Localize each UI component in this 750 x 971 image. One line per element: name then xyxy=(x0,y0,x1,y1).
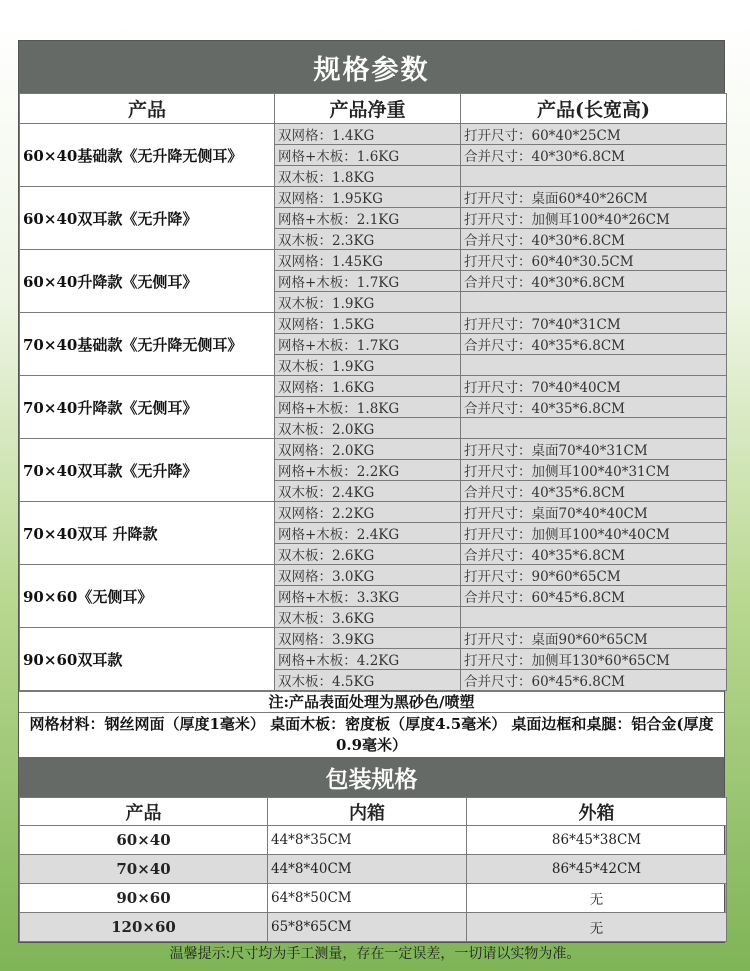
dimension-cell xyxy=(461,292,727,313)
weight-cell: 双网格：1.5KG xyxy=(275,313,461,334)
product-name: 70×40升降款《无侧耳》 xyxy=(20,376,275,439)
weight-cell: 双网格：3.0KG xyxy=(275,565,461,586)
dimension-cell: 打开尺寸：加侧耳100*40*26CM xyxy=(461,208,727,229)
spec-row xyxy=(20,124,727,145)
spec-sheet xyxy=(18,40,725,943)
product-name: 70×40双耳 升降款 xyxy=(20,502,275,565)
dimension-cell: 合并尺寸：40*30*6.8CM xyxy=(461,271,727,292)
weight-cell: 双网格：2.0KG xyxy=(275,439,461,460)
spec-row xyxy=(20,250,727,271)
weight-cell: 网格+木板：2.1KG xyxy=(275,208,461,229)
product-name: 60×40基础款《无升降无侧耳》 xyxy=(20,124,275,187)
weight-cell: 网格+木板：4.2KG xyxy=(275,649,461,670)
packing-outer: 86*45*42CM xyxy=(467,855,727,884)
packing-header-outer: 外箱 xyxy=(467,798,727,826)
weight-cell: 双木板：1.8KG xyxy=(275,166,461,187)
weight-cell: 网格+木板：3.3KG xyxy=(275,586,461,607)
packing-inner: 44*8*40CM xyxy=(268,855,467,884)
weight-cell: 双木板：2.6KG xyxy=(275,544,461,565)
dimension-cell: 打开尺寸：加侧耳100*40*31CM xyxy=(461,460,727,481)
packing-header-product: 产品 xyxy=(20,798,268,826)
packing-product: 120×60 xyxy=(20,913,268,942)
dimension-cell: 合并尺寸：40*35*6.8CM xyxy=(461,334,727,355)
packing-title: 包装规格 xyxy=(19,757,724,797)
spec-row xyxy=(20,439,727,460)
packing-table xyxy=(19,797,727,942)
weight-cell: 双网格：3.9KG xyxy=(275,628,461,649)
packing-outer: 无 xyxy=(467,884,727,913)
product-name: 70×40双耳款《无升降》 xyxy=(20,439,275,502)
weight-cell: 双网格：1.4KG xyxy=(275,124,461,145)
packing-row xyxy=(20,913,727,942)
packing-inner: 64*8*50CM xyxy=(268,884,467,913)
weight-cell: 网格+木板：1.8KG xyxy=(275,397,461,418)
dimension-cell xyxy=(461,607,727,628)
weight-cell: 双网格：1.6KG xyxy=(275,376,461,397)
weight-cell: 双木板：2.4KG xyxy=(275,481,461,502)
spec-row xyxy=(20,376,727,397)
weight-cell: 网格+木板：1.6KG xyxy=(275,145,461,166)
dimension-cell: 合并尺寸：60*45*6.8CM xyxy=(461,586,727,607)
dimension-cell: 打开尺寸：加侧耳130*60*65CM xyxy=(461,649,727,670)
spec-header-row xyxy=(20,94,727,124)
packing-row xyxy=(20,884,727,913)
weight-cell: 双木板：1.9KG xyxy=(275,292,461,313)
header-product: 产品 xyxy=(20,94,275,124)
weight-cell: 双木板：2.3KG xyxy=(275,229,461,250)
packing-product: 70×40 xyxy=(20,855,268,884)
dimension-cell xyxy=(461,418,727,439)
product-name: 60×40双耳款《无升降》 xyxy=(20,187,275,250)
weight-cell: 双木板：2.0KG xyxy=(275,418,461,439)
header-weight: 产品净重 xyxy=(275,94,461,124)
packing-outer: 86*45*38CM xyxy=(467,826,727,855)
dimension-cell: 打开尺寸：桌面90*60*65CM xyxy=(461,628,727,649)
packing-product: 60×40 xyxy=(20,826,268,855)
product-name: 90×60双耳款 xyxy=(20,628,275,691)
weight-cell: 双木板：3.6KG xyxy=(275,607,461,628)
dimension-cell: 打开尺寸：60*40*30.5CM xyxy=(461,250,727,271)
spec-row xyxy=(20,628,727,649)
packing-inner: 44*8*35CM xyxy=(268,826,467,855)
weight-cell: 双网格：1.45KG xyxy=(275,250,461,271)
packing-header-row xyxy=(20,798,727,826)
dimension-cell: 打开尺寸：桌面60*40*26CM xyxy=(461,187,727,208)
weight-cell: 网格+木板：2.4KG xyxy=(275,523,461,544)
header-dimensions: 产品(长宽高) xyxy=(461,94,727,124)
dimension-cell: 打开尺寸：60*40*25CM xyxy=(461,124,727,145)
surface-note: 注:产品表面处理为黑砂色/喷塑 xyxy=(19,691,724,712)
packing-header-inner: 内箱 xyxy=(268,798,467,826)
dimension-cell xyxy=(461,355,727,376)
spec-row xyxy=(20,187,727,208)
dimension-cell: 打开尺寸：70*40*40CM xyxy=(461,376,727,397)
weight-cell: 双网格：1.95KG xyxy=(275,187,461,208)
spec-title: 规格参数 xyxy=(19,41,724,93)
packing-product: 90×60 xyxy=(20,884,268,913)
dimension-cell: 打开尺寸：70*40*31CM xyxy=(461,313,727,334)
dimension-cell: 合并尺寸：40*30*6.8CM xyxy=(461,229,727,250)
dimension-cell: 打开尺寸：90*60*65CM xyxy=(461,565,727,586)
spec-row xyxy=(20,313,727,334)
spec-table xyxy=(19,93,727,691)
spec-row xyxy=(20,565,727,586)
weight-cell: 网格+木板：1.7KG xyxy=(275,334,461,355)
weight-cell: 双木板：1.9KG xyxy=(275,355,461,376)
product-name: 70×40基础款《无升降无侧耳》 xyxy=(20,313,275,376)
dimension-cell: 打开尺寸：桌面70*40*40CM xyxy=(461,502,727,523)
dimension-cell: 合并尺寸：40*35*6.8CM xyxy=(461,544,727,565)
dimension-cell xyxy=(461,166,727,187)
weight-cell: 双网格：2.2KG xyxy=(275,502,461,523)
packing-inner: 65*8*65CM xyxy=(268,913,467,942)
product-name: 60×40升降款《无侧耳》 xyxy=(20,250,275,313)
dimension-cell: 合并尺寸：40*35*6.8CM xyxy=(461,397,727,418)
packing-outer: 无 xyxy=(467,913,727,942)
packing-row xyxy=(20,855,727,884)
dimension-cell: 合并尺寸：40*35*6.8CM xyxy=(461,481,727,502)
weight-cell: 网格+木板：2.2KG xyxy=(275,460,461,481)
dimension-cell: 打开尺寸：加侧耳100*40*40CM xyxy=(461,523,727,544)
weight-cell: 网格+木板：1.7KG xyxy=(275,271,461,292)
dimension-cell: 打开尺寸：桌面70*40*31CM xyxy=(461,439,727,460)
measurement-tip: 温馨提示:尺寸均为手工测量，存在一定误差，一切请以实物为准。 xyxy=(169,946,581,962)
spec-row xyxy=(20,502,727,523)
product-name: 90×60《无侧耳》 xyxy=(20,565,275,628)
dimension-cell: 合并尺寸：40*30*6.8CM xyxy=(461,145,727,166)
material-note: 网格材料：钢丝网面（厚度1毫米） 桌面木板：密度板（厚度4.5毫米） 桌面边框和桌腿：铝合金(厚度0.9毫米） xyxy=(19,712,724,757)
weight-cell: 双木板：4.5KG xyxy=(275,670,461,691)
dimension-cell: 合并尺寸：60*45*6.8CM xyxy=(461,670,727,691)
packing-row xyxy=(20,826,727,855)
